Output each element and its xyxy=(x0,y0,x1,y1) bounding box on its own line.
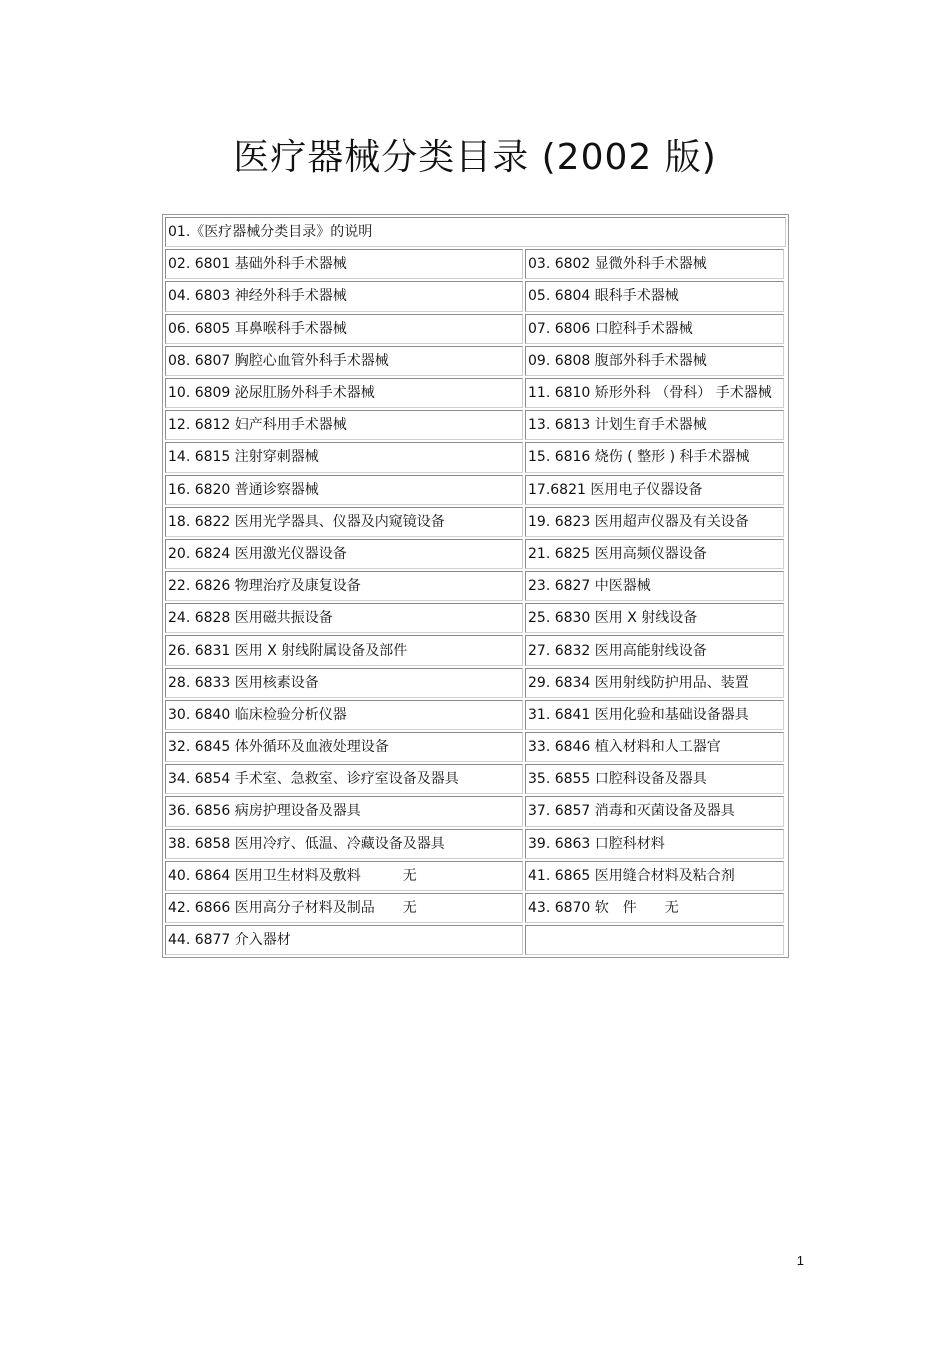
table-row xyxy=(164,699,787,731)
page-number: 1 xyxy=(796,1253,804,1268)
catalog-entry-link[interactable]: 12. 6812 妇产科用手术器械 xyxy=(168,417,347,434)
table-row xyxy=(164,377,787,409)
catalog-entry-link[interactable]: 18. 6822 医用光学器具、仪器及内窥镜设备 xyxy=(168,513,445,530)
catalog-entry-cell[interactable] xyxy=(525,410,784,440)
catalog-entry-cell[interactable] xyxy=(165,314,523,344)
catalog-entry-link[interactable]: 22. 6826 物理治疗及康复设备 xyxy=(168,578,361,595)
catalog-entry-cell[interactable] xyxy=(525,764,784,794)
catalog-entry-link[interactable]: 26. 6831 医用 X 射线附属设备及部件 xyxy=(168,642,408,659)
catalog-entry-cell[interactable] xyxy=(525,893,784,923)
catalog-entry-link[interactable]: 42. 6866 医用高分子材料及制品 无 xyxy=(168,900,417,917)
catalog-entry-cell[interactable] xyxy=(165,442,523,472)
catalog-entry-cell[interactable] xyxy=(165,861,523,891)
catalog-entry-link[interactable]: 40. 6864 医用卫生材料及敷料 无 xyxy=(168,867,417,884)
catalog-entry-cell[interactable] xyxy=(165,635,523,665)
catalog-entry-link[interactable]: 11. 6810 矫形外科 （骨科） 手术器械 xyxy=(528,385,772,402)
catalog-entry-link[interactable]: 44. 6877 介入器材 xyxy=(168,932,291,949)
table-row xyxy=(164,280,787,312)
catalog-entry-link[interactable]: 13. 6813 计划生育手术器械 xyxy=(528,417,707,434)
catalog-entry-link[interactable]: 20. 6824 医用激光仪器设备 xyxy=(168,545,347,562)
catalog-entry-cell[interactable] xyxy=(525,668,784,698)
catalog-entry-link[interactable]: 16. 6820 普通诊察器械 xyxy=(168,481,319,498)
catalog-entry-link[interactable]: 29. 6834 医用射线防护用品、装置 xyxy=(528,674,749,691)
table-row xyxy=(164,474,787,506)
catalog-entry-cell[interactable] xyxy=(165,507,523,537)
catalog-entry-link[interactable]: 33. 6846 植入材料和人工器官 xyxy=(528,739,721,756)
catalog-entry-link[interactable]: 41. 6865 医用缝合材料及粘合剂 xyxy=(528,867,735,884)
catalog-entry-link[interactable]: 38. 6858 医用冷疗、低温、冷藏设备及器具 xyxy=(168,835,445,852)
catalog-entry-cell[interactable] xyxy=(165,249,523,279)
catalog-entry-cell[interactable] xyxy=(525,796,784,826)
catalog-entry-cell[interactable] xyxy=(525,700,784,730)
catalog-entry-cell[interactable] xyxy=(165,893,523,923)
catalog-entry-link[interactable]: 06. 6805 耳鼻喉科手术器械 xyxy=(168,320,347,337)
catalog-entry-cell[interactable] xyxy=(165,925,523,955)
table-row xyxy=(164,506,787,538)
catalog-entry-link[interactable]: 36. 6856 病房护理设备及器具 xyxy=(168,803,361,820)
table-row xyxy=(164,731,787,763)
catalog-entry-link[interactable]: 03. 6802 显微外科手术器械 xyxy=(528,256,707,273)
catalog-entry-cell[interactable] xyxy=(525,249,784,279)
catalog-entry-cell[interactable] xyxy=(165,700,523,730)
catalog-entry-cell[interactable] xyxy=(525,507,784,537)
catalog-entry-cell[interactable] xyxy=(165,346,523,376)
catalog-entry-link[interactable]: 34. 6854 手术室、急救室、诊疗室设备及器具 xyxy=(168,771,459,788)
catalog-entry-cell[interactable] xyxy=(525,281,784,311)
catalog-entry-link[interactable]: 08. 6807 胸腔心血管外科手术器械 xyxy=(168,352,389,369)
table-row xyxy=(164,441,787,473)
catalog-entry-cell[interactable] xyxy=(525,603,784,633)
catalog-entry-link[interactable]: 15. 6816 烧伤 ( 整形 ) 科手术器械 xyxy=(528,449,750,466)
catalog-entry-cell[interactable] xyxy=(525,861,784,891)
catalog-entry-cell[interactable] xyxy=(525,442,784,472)
catalog-entry-cell[interactable] xyxy=(165,281,523,311)
catalog-entry-cell[interactable] xyxy=(525,732,784,762)
catalog-entry-cell[interactable] xyxy=(165,796,523,826)
catalog-entry-cell[interactable] xyxy=(525,378,784,408)
table-row-intro xyxy=(164,216,787,248)
catalog-entry-link[interactable]: 43. 6870 软 件 无 xyxy=(528,900,679,917)
catalog-entry-link[interactable]: 09. 6808 腹部外科手术器械 xyxy=(528,352,707,369)
catalog-entry-link[interactable]: 35. 6855 口腔科设备及器具 xyxy=(528,771,707,788)
catalog-entry-link[interactable]: 31. 6841 医用化验和基础设备器具 xyxy=(528,706,749,723)
table-row xyxy=(164,763,787,795)
catalog-entry-cell[interactable] xyxy=(165,829,523,859)
table-row xyxy=(164,248,787,280)
catalog-entry-cell[interactable] xyxy=(525,539,784,569)
catalog-entry-link[interactable]: 24. 6828 医用磁共振设备 xyxy=(168,610,333,627)
catalog-entry-cell[interactable] xyxy=(525,635,784,665)
catalog-entry-cell[interactable] xyxy=(525,571,784,601)
catalog-entry-link[interactable]: 30. 6840 临床检验分析仪器 xyxy=(168,706,347,723)
table-row xyxy=(164,860,787,892)
table-row xyxy=(164,313,787,345)
catalog-entry-link[interactable]: 39. 6863 口腔科材料 xyxy=(528,835,665,852)
catalog-entry-link[interactable]: 14. 6815 注射穿刺器械 xyxy=(168,449,319,466)
catalog-entry-link[interactable]: 27. 6832 医用高能射线设备 xyxy=(528,642,707,659)
table-row xyxy=(164,570,787,602)
catalog-entry-cell[interactable] xyxy=(165,571,523,601)
catalog-entry-link[interactable]: 23. 6827 中医器械 xyxy=(528,578,651,595)
table-row xyxy=(164,409,787,441)
table-row xyxy=(164,634,787,666)
catalog-entry-cell[interactable] xyxy=(525,346,784,376)
table-row xyxy=(164,345,787,377)
catalog-entry-link[interactable]: 37. 6857 消毒和灭菌设备及器具 xyxy=(528,803,735,820)
catalog-entry-cell[interactable] xyxy=(165,732,523,762)
catalog-entry-link[interactable]: 28. 6833 医用核素设备 xyxy=(168,674,319,691)
catalog-entry-link[interactable]: 07. 6806 口腔科手术器械 xyxy=(528,320,693,337)
catalog-entry-cell xyxy=(525,925,784,955)
catalog-entry-cell[interactable] xyxy=(525,475,784,505)
table-row xyxy=(164,892,787,924)
catalog-entry-cell[interactable] xyxy=(165,475,523,505)
table-row xyxy=(164,538,787,570)
catalog-entry-cell[interactable] xyxy=(165,378,523,408)
catalog-entry-cell[interactable] xyxy=(525,314,784,344)
table-row xyxy=(164,667,787,699)
catalog-entry-link[interactable]: 02. 6801 基础外科手术器械 xyxy=(168,256,347,273)
page-title: 医疗器械分类目录 (2002 版) xyxy=(233,137,717,178)
catalog-entry-cell[interactable] xyxy=(165,603,523,633)
catalog-entry-cell[interactable] xyxy=(165,764,523,794)
catalog-entry-link[interactable]: 17.6821 医用电子仪器设备 xyxy=(528,481,703,498)
catalog-entry-link[interactable]: 32. 6845 体外循环及血液处理设备 xyxy=(168,739,389,756)
catalog-entry-link[interactable]: 25. 6830 医用 X 射线设备 xyxy=(528,610,698,627)
catalog-entry-cell[interactable] xyxy=(165,539,523,569)
catalog-entry-cell[interactable] xyxy=(165,410,523,440)
table-row xyxy=(164,602,787,634)
catalog-entry-link[interactable]: 05. 6804 眼科手术器械 xyxy=(528,288,679,305)
catalog-intro-cell[interactable] xyxy=(165,217,786,247)
table-row xyxy=(164,924,787,956)
catalog-table xyxy=(162,214,789,958)
catalog-entry-cell[interactable] xyxy=(525,829,784,859)
catalog-entry-link[interactable]: 19. 6823 医用超声仪器及有关设备 xyxy=(528,513,749,530)
catalog-entry-link[interactable]: 10. 6809 泌尿肛肠外科手术器械 xyxy=(168,385,375,402)
catalog-intro-link[interactable]: 01.《医疗器械分类目录》的说明 xyxy=(168,224,373,241)
catalog-entry-link[interactable]: 21. 6825 医用高频仪器设备 xyxy=(528,545,707,562)
table-row xyxy=(164,828,787,860)
catalog-entry-cell[interactable] xyxy=(165,668,523,698)
catalog-entry-link[interactable]: 04. 6803 神经外科手术器械 xyxy=(168,288,347,305)
table-row xyxy=(164,795,787,827)
